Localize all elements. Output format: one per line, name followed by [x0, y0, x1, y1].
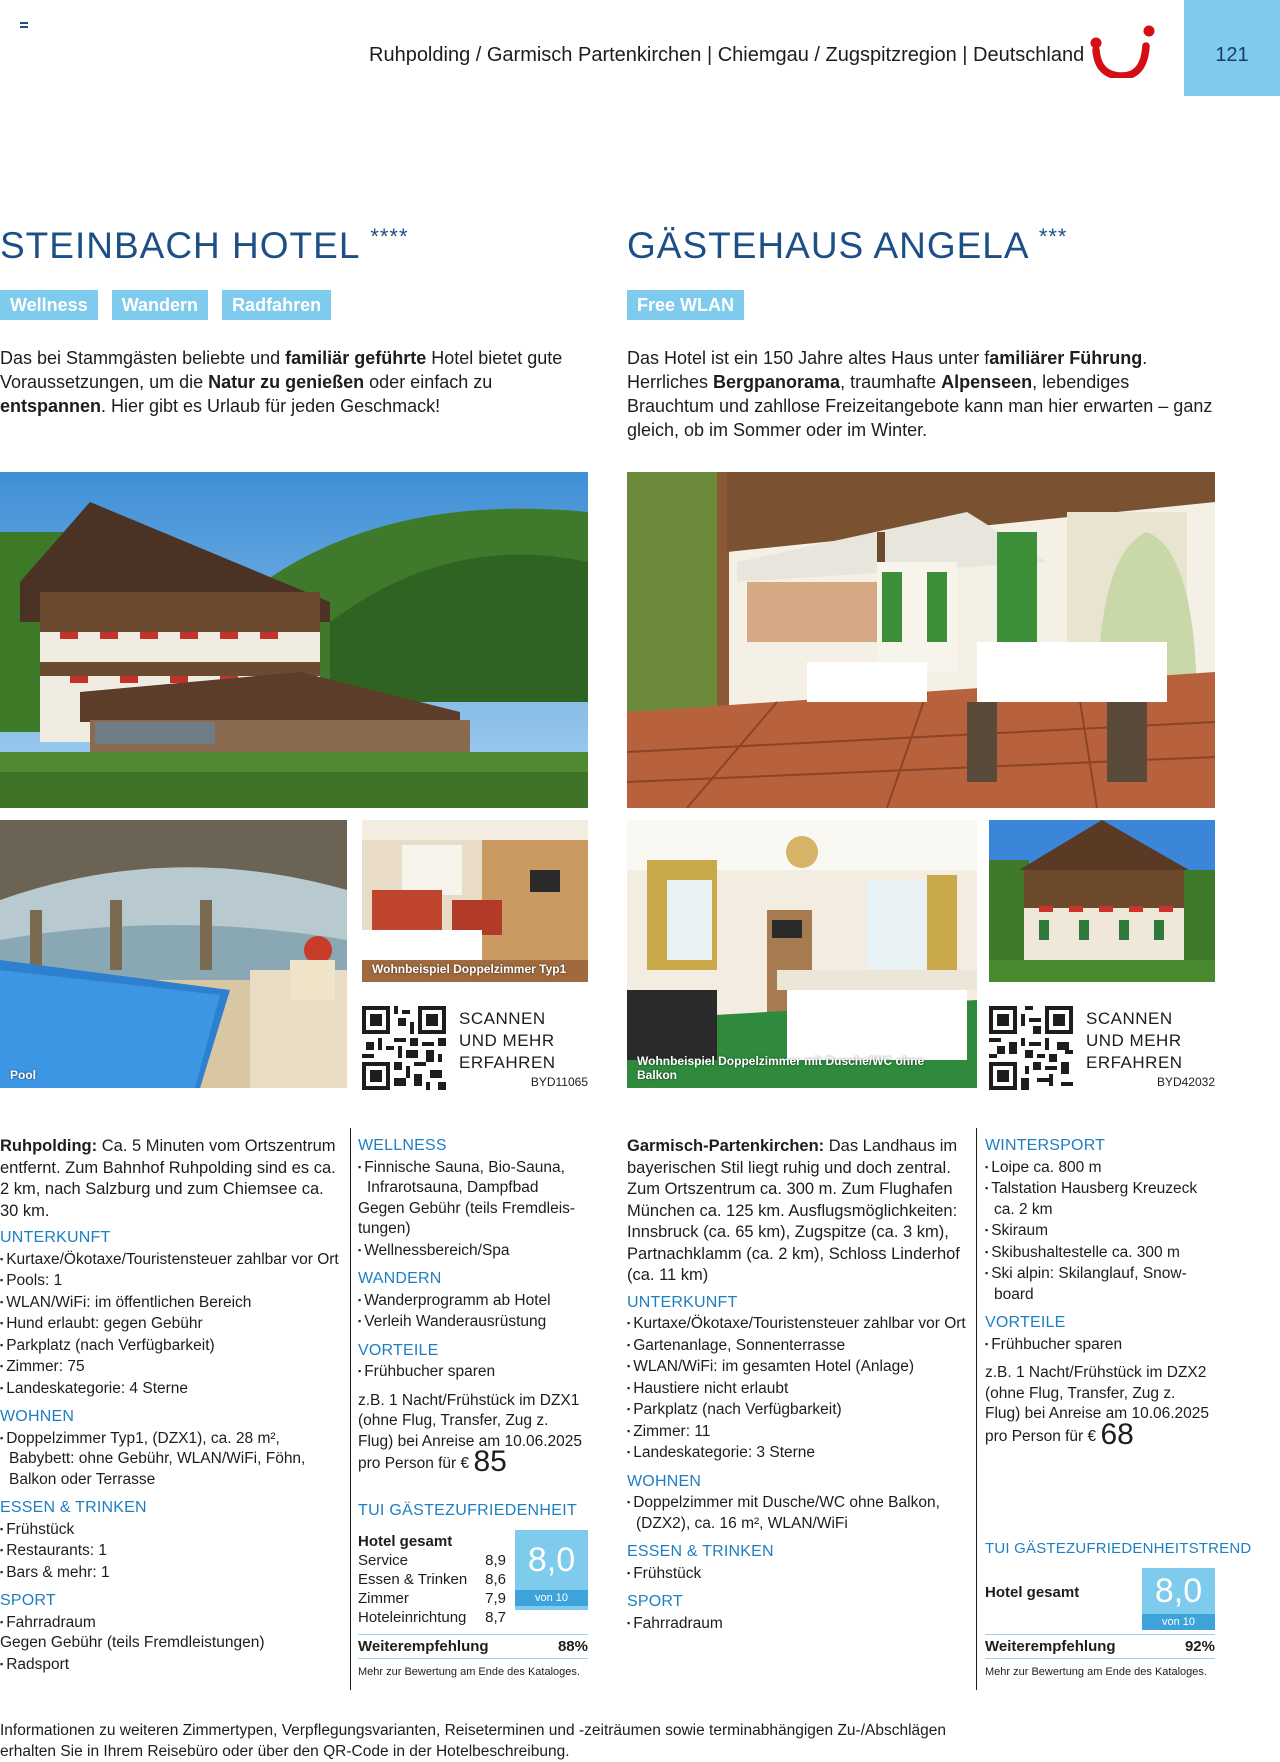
intro-bold: amiliärer Führung	[989, 348, 1143, 368]
list-item: ▪ Landeskategorie: 3 Sterne	[627, 1442, 967, 1464]
section-wandern: WANDERN	[358, 1270, 442, 1287]
score-scale: von 10	[515, 1590, 588, 1606]
tui-logo-icon	[1088, 24, 1156, 78]
section-wintersport: WINTERSPORT	[985, 1137, 1106, 1154]
rating-value: 8,9	[485, 1552, 506, 1569]
rating-value: 7,9	[485, 1590, 506, 1607]
hotel1-exterior-photo	[0, 472, 588, 808]
list-item: ▪ Talstation Hausberg Kreuzeck ca. 2 km	[985, 1178, 1215, 1220]
list-item: ▪ Skiraum	[985, 1220, 1215, 1242]
section-wohnen: WOHNEN	[627, 1472, 702, 1490]
hotel2-name: GÄSTEHAUS ANGELA	[627, 225, 1028, 266]
scan-line: UND MEHR	[1086, 1031, 1182, 1050]
terrace-image	[627, 472, 1215, 808]
intro-text: , traumhafte	[840, 372, 942, 392]
rating-label: Service	[358, 1552, 409, 1569]
rating-label: Essen & Trinken	[358, 1571, 468, 1588]
recommend-label: Weiterempfehlung	[358, 1638, 489, 1655]
list-item: ▪ Landeskategorie: 4 Sterne	[0, 1378, 340, 1400]
intro-bold: familiär geführte	[285, 348, 427, 368]
section-wellness: WELLNESS	[358, 1137, 447, 1154]
hotel2-scan-text	[1086, 1008, 1183, 1074]
intro-bold: Alpenseen	[941, 372, 1033, 392]
location-name: Garmisch-Partenkirchen:	[627, 1137, 825, 1155]
hotel1-score-badge	[515, 1530, 588, 1610]
rating-row	[358, 1570, 506, 1589]
rating-label: Hoteleinrichtung	[358, 1609, 467, 1626]
list-item: ▪ Kurtaxe/Ökotaxe/Touristensteuer zahlbar vor Ort	[0, 1249, 340, 1271]
list-item: ▪ Bars & mehr: 1	[0, 1562, 340, 1584]
wellness-note: Gegen Gebühr (teils Fremdleis-tungen)	[358, 1199, 576, 1237]
location-name: Ruhpolding:	[0, 1137, 98, 1155]
intro-text: Das Hotel ist ein 150 Jahre altes Haus unter f	[627, 348, 990, 368]
section-vorteile: VORTEILE	[985, 1314, 1066, 1331]
hotel1-stars: ****	[370, 224, 409, 249]
hotel1-tags	[0, 290, 345, 320]
price-prefix: pro Person für €	[985, 1427, 1101, 1445]
list-item: ▪ Hund erlaubt: gegen Gebühr	[0, 1313, 340, 1335]
tag-radfahren: Radfahren	[222, 290, 331, 320]
tag-wellness: Wellness	[0, 290, 98, 320]
section-sport: SPORT	[627, 1593, 683, 1610]
rating-row	[358, 1551, 506, 1570]
hotel2-terrace-photo	[627, 472, 1215, 808]
list-item: ▪ Frühbucher sparen	[985, 1334, 1215, 1356]
hotel-exterior-image	[0, 472, 588, 808]
hotel1-recommendation	[358, 1634, 588, 1659]
sport-note: Gegen Gebühr (teils Fremdleistungen)	[0, 1634, 265, 1651]
list-item: ▪ Pools: 1	[0, 1270, 340, 1292]
scan-line: SCANNEN	[1086, 1009, 1173, 1028]
rating-value: 8,7	[485, 1609, 506, 1626]
qr-code-icon[interactable]	[362, 1006, 446, 1090]
rating-row	[358, 1608, 506, 1627]
section-wohnen: WOHNEN	[0, 1408, 75, 1425]
rating-label: Zimmer	[358, 1590, 409, 1607]
hotel1-qr-block[interactable]	[362, 1006, 446, 1095]
score-value: 8,0	[1154, 1572, 1203, 1610]
hotel2-exterior-photo	[989, 820, 1215, 982]
hotel2-recommendation	[985, 1634, 1215, 1659]
hotel1-room-photo	[362, 820, 588, 982]
guesthouse-image	[989, 820, 1215, 982]
rating-head: Hotel gesamt	[358, 1533, 453, 1550]
list-item: ▪ Doppelzimmer Typ1, (DZX1), ca. 28 m², Babybett: ohne Gebühr, WLAN/WiFi, Föhn, Balkon oder Terrasse	[0, 1428, 340, 1491]
hotel2-title	[627, 224, 1068, 267]
tag-free-wlan: Free WLAN	[627, 290, 744, 320]
hotel2-qr-block[interactable]	[989, 1006, 1073, 1095]
hotel1-rating-title: TUI GÄSTEZUFRIEDENHEIT	[358, 1502, 578, 1519]
room-caption: Wohnbeispiel Doppelzimmer mit Dusche/WC ohne Balkon	[637, 1054, 925, 1082]
list-item: ▪ Parkplatz (nach Verfügbarkeit)	[0, 1335, 340, 1357]
score-value: 8,0	[527, 1541, 576, 1579]
intro-bold: entspannen	[0, 396, 102, 416]
list-item: ▪ Parkplatz (nach Verfügbarkeit)	[627, 1399, 967, 1421]
section-unterkunft: UNTERKUNFT	[0, 1229, 111, 1246]
section-essen: ESSEN & TRINKEN	[0, 1499, 147, 1516]
hotel2-score-badge	[1142, 1568, 1215, 1630]
list-item: ▪ Kurtaxe/Ökotaxe/Touristensteuer zahlbar vor Ort	[627, 1313, 967, 1335]
hotel1-name: STEINBACH HOTEL	[0, 225, 360, 266]
list-item: ▪ Zimmer: 11	[627, 1421, 967, 1443]
intro-bold: Bergpanorama	[713, 372, 841, 392]
price-value: 68	[1100, 1417, 1134, 1451]
corner-flag-icon	[20, 22, 28, 28]
list-item: ▪ Doppelzimmer mit Dusche/WC ohne Balkon, (DZX2), ca. 16 m², WLAN/WiFi	[627, 1492, 967, 1534]
list-item: ▪ Radsport	[0, 1654, 340, 1676]
list-item: ▪ Loipe ca. 800 m	[985, 1157, 1215, 1179]
hotel1-rating-table	[358, 1532, 506, 1627]
recommend-value: 88%	[557, 1638, 588, 1655]
hotel2-stars: ***	[1038, 224, 1068, 249]
list-item: ▪ Frühbucher sparen	[358, 1361, 588, 1383]
section-sport: SPORT	[0, 1592, 56, 1609]
hotel1-intro	[0, 346, 590, 418]
pool-caption: Pool	[10, 1068, 36, 1082]
section-unterkunft: UNTERKUNFT	[627, 1293, 738, 1311]
hotel2-rating-note: Mehr zur Bewertung am Ende des Kataloges.	[985, 1666, 1207, 1678]
price-line	[985, 1417, 1215, 1451]
scan-line: SCANNEN	[459, 1009, 546, 1028]
list-item: ▪ Finnische Sauna, Bio-Sauna, Infrarotsauna, Dampfbad	[358, 1157, 588, 1199]
hotel1-scan-text	[459, 1008, 556, 1074]
list-item: ▪ Wanderprogramm ab Hotel	[358, 1290, 588, 1312]
hotel2-room-photo	[627, 820, 977, 1088]
column-divider	[976, 1128, 977, 1690]
hotel1-pool-photo	[0, 820, 347, 1088]
recommend-label: Weiterempfehlung	[985, 1638, 1116, 1655]
list-item: ▪ Haustiere nicht erlaubt	[627, 1378, 967, 1400]
intro-text: . Hier gibt es Urlaub für jeden Geschmack!	[101, 396, 441, 416]
room-image	[362, 820, 588, 982]
hotel2-tags	[627, 290, 758, 320]
list-item: ▪ Restaurants: 1	[0, 1540, 340, 1562]
intro-text: Hotel bietet gute Voraussetzungen, um die	[0, 348, 563, 392]
list-item: ▪ Verleih Wanderausrüstung	[358, 1311, 588, 1333]
scan-line: ERFAHREN	[1086, 1053, 1183, 1072]
list-item: ▪ Zimmer: 75	[0, 1356, 340, 1378]
list-item: ▪ WLAN/WiFi: im öffentlichen Bereich	[0, 1292, 340, 1314]
footer-note: Informationen zu weiteren Zimmertypen, Verpflegungsvarianten, Reiseterminen und -zeiträumen sowie terminabhängigen Zu-/Abschlägen erhalten Sie in Ihrem Reisebüro oder über den QR-Code in der Hotelbeschreibung.	[0, 1722, 947, 1760]
list-item: ▪ Skibushaltestelle ca. 300 m	[985, 1242, 1215, 1264]
list-item: ▪ WLAN/WiFi: im gesamten Hotel (Anlage)	[627, 1356, 967, 1378]
page-number: 121	[1215, 44, 1249, 66]
recommend-value: 92%	[1184, 1638, 1215, 1655]
hotel1-qr-code-id: BYD11065	[530, 1075, 588, 1089]
section-vorteile: VORTEILE	[358, 1341, 439, 1359]
hotel2-details-col2	[985, 1136, 1215, 1451]
price-value: 85	[473, 1445, 507, 1478]
list-item: ▪ Fahrradraum	[0, 1612, 340, 1634]
location-text: Ca. 5 Minuten vom Ortszentrum entfernt. Zum Bahnhof Ruhpolding sind es ca. 2 km, nach Salzburg und zum Chiemsee ca. 30 km.	[0, 1137, 336, 1220]
intro-text: oder einfach zu	[364, 372, 493, 392]
scan-line: UND MEHR	[459, 1031, 555, 1050]
hotel2-qr-code-id: BYD42032	[1156, 1075, 1215, 1089]
price-example: z.B. 1 Nacht/Frühstück im DZX2 (ohne Flug, Transfer, Zug z. Flug) bei Anreise am 10.06.2025	[985, 1364, 1210, 1422]
intro-text: . Herrliches	[627, 348, 1148, 392]
price-prefix: pro Person für €	[358, 1455, 474, 1472]
room-image	[627, 820, 977, 1088]
intro-bold: Natur zu genießen	[208, 372, 365, 392]
hotel2-rating-head: Hotel gesamt	[985, 1584, 1080, 1601]
breadcrumb: Ruhpolding / Garmisch Partenkirchen | Chiemgau / Zugspitzregion | Deutschland	[369, 44, 1085, 66]
rating-value: 8,6	[485, 1571, 506, 1588]
hotel2-details-col1	[627, 1136, 967, 1634]
rating-row	[358, 1589, 506, 1608]
section-essen: ESSEN & TRINKEN	[627, 1543, 774, 1560]
price-line	[358, 1445, 588, 1478]
hotel2-location	[627, 1136, 967, 1287]
location-text: Das Landhaus im bayerischen Stil liegt ruhig und doch zentral. Zum Ortszentrum ca. 300 m. Zum Flughafen München ca. 125 km. Ausflugsmöglichkeiten: Innsbruck (ca. 65 km), Zugspitze (ca. 3 km), Partnachklamm (ca. 2 km), Schloss Linderhof (ca. 11 km)	[627, 1137, 960, 1284]
qr-code-icon[interactable]	[989, 1006, 1073, 1090]
list-item: ▪ Frühstück	[627, 1563, 967, 1585]
list-item: ▪ Ski alpin: Skilanglauf, Snow-board	[985, 1263, 1215, 1305]
hotel2-intro	[627, 346, 1217, 442]
hotel1-rating-note: Mehr zur Bewertung am Ende des Kataloges.	[358, 1666, 580, 1678]
list-item: ▪ Gartenanlage, Sonnenterrasse	[627, 1335, 967, 1357]
intro-text: Das bei Stammgästen beliebte und	[0, 348, 286, 368]
list-item: ▪ Frühstück	[0, 1519, 340, 1541]
room-caption: Wohnbeispiel Doppelzimmer Typ1	[372, 962, 567, 976]
list-item: ▪ Fahrradraum	[627, 1613, 967, 1635]
tag-wandern: Wandern	[112, 290, 208, 320]
list-item: ▪ Wellnessbereich/Spa	[358, 1240, 588, 1262]
column-divider	[350, 1128, 351, 1690]
intro-text: , lebendiges Brauchtum und zahllose Freizeitangebote kann man hier erwarten – ganz gleich, ob im Sommer oder im Winter.	[627, 372, 1213, 440]
price-example: z.B. 1 Nacht/Frühstück im DZX1 (ohne Flug, Transfer, Zug z. Flug) bei Anreise am 10.06.2025	[358, 1391, 583, 1450]
hotel1-location	[0, 1136, 340, 1222]
pool-image	[0, 820, 347, 1088]
hotel1-details-col1	[0, 1136, 340, 1675]
scan-line: ERFAHREN	[459, 1053, 556, 1072]
score-scale: von 10	[1142, 1614, 1215, 1630]
hotel2-rating-title: TUI GÄSTEZUFRIEDENHEITSTREND	[985, 1540, 1252, 1557]
hotel1-details-col2	[358, 1136, 588, 1478]
hotel1-title	[0, 224, 409, 267]
